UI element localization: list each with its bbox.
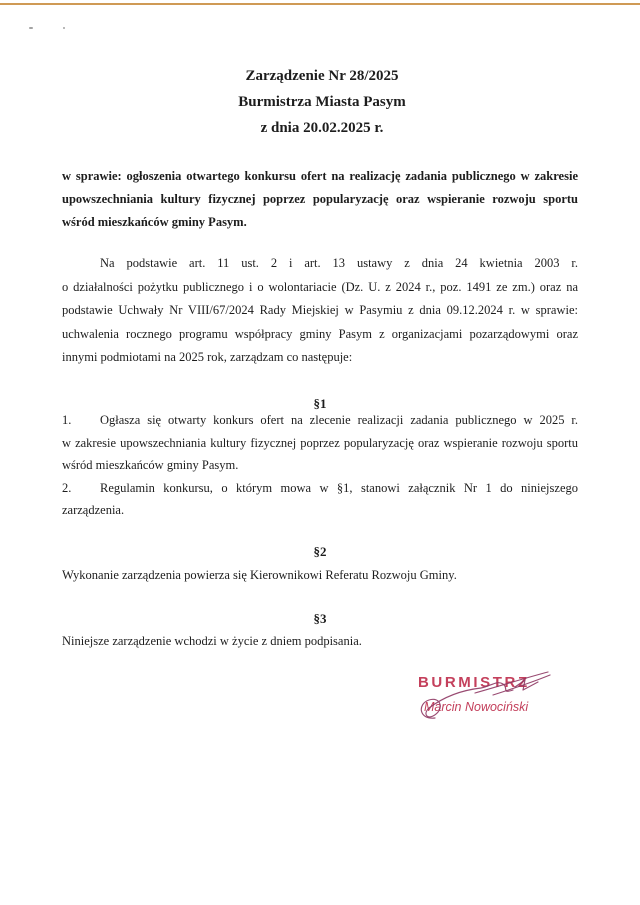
subject-line: wśród mieszkańców gminy Pasym. <box>62 214 247 229</box>
stamp-name: Marcin Nowociński <box>424 700 529 714</box>
section-heading-1: §1 <box>313 396 327 411</box>
list-item-line: zarządzenia. <box>62 503 125 517</box>
document-issuer: Burmistrza Miasta Pasym <box>238 94 406 110</box>
section-heading-2: §2 <box>313 544 327 559</box>
preamble-line: innymi podmiotami na 2025 rok, zarządzam co następuje: <box>62 350 353 365</box>
section-3-text: Niniejsze zarządzenie wchodzi w życie z dniem podpisania. <box>62 633 362 648</box>
preamble-paragraph <box>62 252 578 370</box>
stamp-title: BURMISTRZ <box>418 674 530 691</box>
section-3-body <box>62 630 578 653</box>
section-1-items <box>62 409 578 522</box>
list-item-number: 1. <box>62 413 72 427</box>
document-title: Zarządzenie Nr 28/2025 <box>245 68 399 84</box>
list-item-line: w zakresie upowszechniania kultury fizycznej poprzez popularyzację oraz wspieranie rozwoju sportu <box>62 435 578 450</box>
list-item-text: Regulamin konkursu, o którym mowa w §1, stanowi załącznik Nr 1 do niniejszego <box>100 480 578 495</box>
preamble-line: podstawie Uchwały Nr VIII/67/2024 Rady Miejskiej w Pasymiu z dnia 09.12.2024 r. w sprawie: <box>62 303 578 318</box>
list-item-line: wśród mieszkańców gminy Pasym. <box>62 458 239 472</box>
preamble-line: o działalności pożytku publicznego i o wolontariacie (Dz. U. z 2024 r., poz. 1491 ze zm.) oraz na <box>62 279 578 294</box>
document-header <box>64 63 580 141</box>
section-heading-3: §3 <box>313 611 327 626</box>
subject-line: w sprawie: ogłoszenia otwartego konkursu ofert na realizację zadania publicznego w zakresie <box>62 168 578 183</box>
section-2-text: Wykonanie zarządzenia powierza się Kierownikowi Referatu Rozwoju Gminy. <box>62 567 457 582</box>
list-item-line <box>62 409 578 432</box>
top-rule <box>0 3 640 5</box>
signature-stroke <box>421 683 513 719</box>
section-2-body <box>62 564 578 587</box>
scan-speck <box>63 27 65 29</box>
signature-scribble <box>405 660 565 730</box>
list-item-number: 2. <box>62 480 72 495</box>
list-item-line <box>62 477 578 500</box>
list-item-text: Ogłasza się otwarty konkurs ofert na zlecenie realizacji zadania publicznego w 2025 r. <box>100 413 578 427</box>
subject-paragraph <box>62 165 578 234</box>
preamble-line: Na podstawie art. 11 ust. 2 i art. 13 ustawy z dnia 24 kwietnia 2003 r. <box>100 256 578 271</box>
subject-line: upowszechniania kultury fizycznej poprzez popularyzację oraz wspieranie rozwoju sportu <box>62 191 578 206</box>
preamble-line: uchwalenia rocznego programu współpracy gminy Pasym z organizacjami pozarządowymi oraz <box>62 326 578 341</box>
scan-speck <box>29 27 33 29</box>
document-date: z dnia 20.02.2025 r. <box>260 120 384 136</box>
